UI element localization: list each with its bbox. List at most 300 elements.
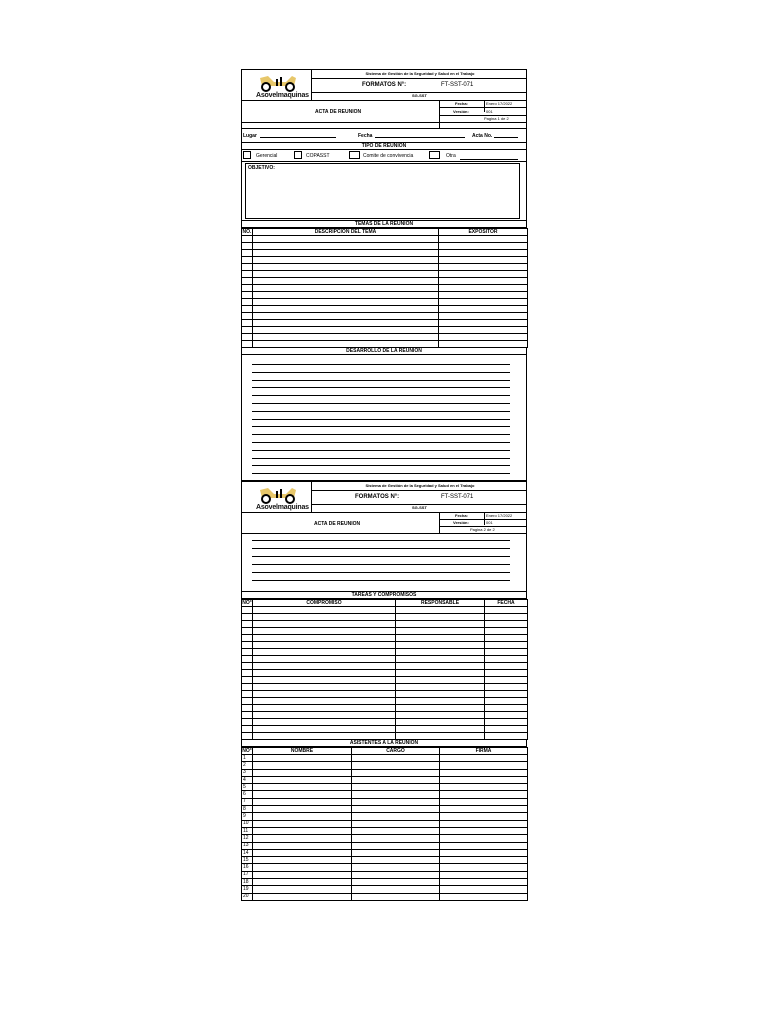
- table-cell: [242, 621, 253, 628]
- table-cell[interactable]: [253, 776, 352, 783]
- table-row: [242, 769, 528, 776]
- table-row: [242, 879, 528, 886]
- table-cell[interactable]: [485, 670, 528, 677]
- page-number: Pagina 2 de 2: [470, 527, 495, 532]
- table-cell[interactable]: [253, 755, 352, 762]
- table-cell[interactable]: [253, 827, 352, 834]
- table-header-row: [242, 748, 528, 755]
- table-cell[interactable]: [253, 886, 352, 893]
- table-cell[interactable]: [253, 670, 396, 677]
- table-cell: [242, 712, 253, 719]
- copasst-checkbox[interactable]: [294, 151, 302, 159]
- table-row: [242, 642, 528, 649]
- table-row: [242, 327, 528, 334]
- table-cell[interactable]: [253, 820, 352, 827]
- table-cell[interactable]: [253, 285, 439, 292]
- table-cell[interactable]: [396, 670, 485, 677]
- table-cell[interactable]: [253, 299, 439, 306]
- table-cell[interactable]: [352, 886, 440, 893]
- table-cell[interactable]: [352, 893, 440, 900]
- table-cell[interactable]: [485, 712, 528, 719]
- table-cell[interactable]: [253, 813, 352, 820]
- table-cell[interactable]: [439, 278, 528, 285]
- system-title: Sistema de Gestión de la Seguridad y Salud en el Trabajo: [365, 71, 475, 76]
- fecha-label: Fecha:: [455, 513, 468, 518]
- writing-line: [252, 387, 510, 388]
- table-cell: [242, 698, 253, 705]
- table-cell[interactable]: [253, 334, 439, 341]
- desarrollo-area[interactable]: [241, 355, 527, 481]
- table-cell[interactable]: [253, 835, 352, 842]
- table-cell[interactable]: [485, 621, 528, 628]
- table-cell[interactable]: [396, 705, 485, 712]
- col-responsable: RESPONSABLE: [396, 600, 485, 607]
- copasst-label: COPASST: [306, 153, 330, 159]
- table-row: [242, 649, 528, 656]
- table-cell[interactable]: [253, 864, 352, 871]
- table-cell[interactable]: [440, 776, 528, 783]
- table-cell[interactable]: [439, 334, 528, 341]
- tareas-table: [241, 599, 528, 740]
- table-cell[interactable]: [439, 313, 528, 320]
- table-cell[interactable]: [253, 698, 396, 705]
- table-cell[interactable]: [440, 849, 528, 856]
- col-no: NO°: [242, 747, 252, 754]
- table-cell: [242, 705, 253, 712]
- table-cell[interactable]: [253, 292, 439, 299]
- table-cell: [242, 313, 253, 320]
- table-cell[interactable]: [439, 320, 528, 327]
- table-row: [242, 236, 528, 243]
- col-descripcion: DESCRIPCION DEL TEMA: [253, 229, 439, 236]
- table-cell[interactable]: [485, 684, 528, 691]
- table-row: [242, 762, 528, 769]
- asistentes-table: [241, 747, 528, 901]
- writing-line: [252, 395, 510, 396]
- col-cargo: CARGO: [352, 748, 440, 755]
- table-cell[interactable]: [253, 628, 396, 635]
- version-label: Versión:: [453, 109, 469, 114]
- table-cell[interactable]: [253, 684, 396, 691]
- table-cell[interactable]: [439, 250, 528, 257]
- document-title: ACTA DE REUNION: [314, 521, 361, 527]
- row-number: 18: [242, 879, 253, 886]
- gerencial-checkbox[interactable]: [243, 151, 251, 159]
- format-code: FT-SST-071: [441, 494, 474, 500]
- table-cell[interactable]: [253, 879, 352, 886]
- table-cell[interactable]: [253, 635, 396, 642]
- table-cell[interactable]: [485, 691, 528, 698]
- table-cell[interactable]: [396, 621, 485, 628]
- comite-checkbox[interactable]: [349, 151, 360, 159]
- table-cell[interactable]: [439, 271, 528, 278]
- writing-line: [252, 548, 510, 549]
- version-value: 001: [486, 520, 493, 525]
- table-row: [242, 755, 528, 762]
- table-cell[interactable]: [253, 769, 352, 776]
- table-cell[interactable]: [352, 813, 440, 820]
- table-cell: [242, 334, 253, 341]
- table-row: [242, 621, 528, 628]
- row-number: 14: [242, 849, 253, 856]
- tipo-reunion-title: TIPO DE REUNION: [241, 143, 527, 150]
- table-cell[interactable]: [440, 769, 528, 776]
- table-cell[interactable]: [352, 776, 440, 783]
- table-cell[interactable]: [440, 784, 528, 791]
- table-cell[interactable]: [253, 327, 439, 334]
- table-cell: [242, 341, 253, 348]
- table-row: [242, 341, 528, 348]
- table-cell[interactable]: [396, 607, 485, 614]
- table-cell[interactable]: [485, 705, 528, 712]
- table-cell[interactable]: [439, 243, 528, 250]
- table-cell[interactable]: [352, 871, 440, 878]
- table-cell[interactable]: [253, 607, 396, 614]
- table-cell[interactable]: [440, 798, 528, 805]
- table-cell[interactable]: [396, 691, 485, 698]
- table-cell[interactable]: [485, 726, 528, 733]
- table-row: [242, 299, 528, 306]
- table-cell[interactable]: [396, 698, 485, 705]
- writing-line: [252, 540, 510, 541]
- writing-line: [252, 564, 510, 565]
- table-row: [242, 250, 528, 257]
- table-cell[interactable]: [439, 285, 528, 292]
- fecha-field-label: Fecha: [358, 133, 373, 139]
- table-cell[interactable]: [352, 849, 440, 856]
- table-cell[interactable]: [253, 257, 439, 264]
- lugar-label: Lugar: [243, 133, 257, 139]
- table-cell[interactable]: [253, 649, 396, 656]
- writing-line: [252, 450, 510, 451]
- table-row: [242, 670, 528, 677]
- table-cell[interactable]: [440, 842, 528, 849]
- fecha-label: Fecha:: [455, 101, 468, 106]
- table-cell[interactable]: [253, 243, 439, 250]
- table-cell: [242, 320, 253, 327]
- table-cell[interactable]: [396, 719, 485, 726]
- table-cell[interactable]: [440, 813, 528, 820]
- table-cell[interactable]: [253, 264, 439, 271]
- table-row: [242, 712, 528, 719]
- table-cell[interactable]: [352, 827, 440, 834]
- table-cell[interactable]: [253, 663, 396, 670]
- table-cell[interactable]: [396, 628, 485, 635]
- table-row: [242, 813, 528, 820]
- table-cell[interactable]: [253, 271, 439, 278]
- table-row: [242, 663, 528, 670]
- row-number: 10: [242, 820, 253, 827]
- table-cell[interactable]: [253, 893, 352, 900]
- subsystem: SG-SST: [412, 505, 427, 510]
- table-cell[interactable]: [439, 306, 528, 313]
- lugar-field[interactable]: [260, 137, 336, 138]
- table-row: [242, 278, 528, 285]
- table-row: [242, 784, 528, 791]
- table-cell[interactable]: [253, 719, 396, 726]
- table-cell: [242, 250, 253, 257]
- table-cell[interactable]: [253, 842, 352, 849]
- table-cell[interactable]: [396, 733, 485, 740]
- table-cell[interactable]: [253, 726, 396, 733]
- table-cell[interactable]: [485, 698, 528, 705]
- col-no: NO°: [242, 599, 252, 606]
- fecha-value: Enero 17/2022: [486, 513, 513, 518]
- table-cell: [242, 264, 253, 271]
- table-cell[interactable]: [253, 733, 396, 740]
- table-cell[interactable]: [440, 886, 528, 893]
- table-row: [242, 292, 528, 299]
- table-cell: [242, 278, 253, 285]
- table-cell[interactable]: [253, 871, 352, 878]
- table-cell: [242, 285, 253, 292]
- table-cell[interactable]: [485, 656, 528, 663]
- table-row: [242, 719, 528, 726]
- writing-line: [252, 556, 510, 557]
- table-cell[interactable]: [253, 784, 352, 791]
- table-cell[interactable]: [439, 236, 528, 243]
- otra-checkbox[interactable]: [429, 151, 440, 159]
- table-cell[interactable]: [440, 857, 528, 864]
- table-cell[interactable]: [352, 820, 440, 827]
- table-cell: [242, 628, 253, 635]
- meeting-info-row: [241, 129, 527, 143]
- table-row: [242, 893, 528, 900]
- logo-text: Asovelmaquinas: [256, 92, 309, 99]
- objetivo-section: [241, 162, 527, 221]
- table-cell[interactable]: [440, 827, 528, 834]
- table-cell[interactable]: [253, 762, 352, 769]
- table-cell[interactable]: [440, 835, 528, 842]
- table-cell[interactable]: [439, 327, 528, 334]
- col-nombre: NOMBRE: [253, 748, 352, 755]
- table-cell[interactable]: [396, 677, 485, 684]
- table-cell: [242, 327, 253, 334]
- row-number: 1: [242, 755, 253, 762]
- table-cell[interactable]: [396, 726, 485, 733]
- table-row: [242, 820, 528, 827]
- table-cell: [242, 306, 253, 313]
- row-number: 11: [242, 827, 253, 834]
- otra-field[interactable]: [460, 159, 518, 160]
- table-cell[interactable]: [440, 871, 528, 878]
- acta-label: Acta No.: [472, 133, 493, 139]
- table-row: [242, 243, 528, 250]
- table-cell[interactable]: [253, 712, 396, 719]
- table-cell[interactable]: [440, 755, 528, 762]
- table-cell[interactable]: [396, 712, 485, 719]
- table-row: [242, 871, 528, 878]
- table-row: [242, 726, 528, 733]
- desarrollo-continued-area[interactable]: [241, 534, 527, 592]
- table-cell[interactable]: [253, 691, 396, 698]
- table-cell[interactable]: [352, 784, 440, 791]
- row-number: 8: [242, 806, 253, 813]
- table-row: [242, 334, 528, 341]
- table-row: [242, 864, 528, 871]
- table-cell: [242, 257, 253, 264]
- table-cell[interactable]: [253, 306, 439, 313]
- table-header-row: [242, 229, 528, 236]
- table-row: [242, 677, 528, 684]
- table-row: [242, 684, 528, 691]
- table-cell[interactable]: [352, 762, 440, 769]
- row-number: 20: [242, 893, 253, 900]
- table-cell[interactable]: [485, 649, 528, 656]
- table-cell[interactable]: [485, 677, 528, 684]
- row-number: 3: [242, 769, 253, 776]
- writing-line: [252, 434, 510, 435]
- table-cell: [242, 663, 253, 670]
- table-cell[interactable]: [396, 684, 485, 691]
- table-cell[interactable]: [253, 642, 396, 649]
- table-cell[interactable]: [253, 236, 439, 243]
- tipo-reunion-options: [241, 150, 527, 162]
- table-row: [242, 635, 528, 642]
- table-cell: [242, 726, 253, 733]
- table-cell[interactable]: [396, 635, 485, 642]
- table-cell[interactable]: [253, 806, 352, 813]
- asistentes-title: ASISTENTES A LA REUNION: [241, 740, 527, 747]
- table-cell[interactable]: [396, 656, 485, 663]
- table-row: [242, 264, 528, 271]
- document-title: ACTA DE REUNION: [315, 109, 362, 115]
- table-cell[interactable]: [352, 791, 440, 798]
- table-cell[interactable]: [485, 642, 528, 649]
- table-cell: [242, 299, 253, 306]
- table-row: [242, 705, 528, 712]
- table-cell: [242, 271, 253, 278]
- table-cell[interactable]: [440, 893, 528, 900]
- row-number: 2: [242, 762, 253, 769]
- table-cell[interactable]: [253, 677, 396, 684]
- table-cell[interactable]: [439, 264, 528, 271]
- table-cell[interactable]: [485, 628, 528, 635]
- table-cell[interactable]: [253, 705, 396, 712]
- writing-line: [252, 380, 510, 381]
- table-cell: [242, 607, 253, 614]
- writing-line: [252, 465, 510, 466]
- table-cell: [242, 733, 253, 740]
- table-cell[interactable]: [253, 278, 439, 285]
- table-cell[interactable]: [253, 250, 439, 257]
- table-row: [242, 886, 528, 893]
- format-code: FT-SST-071: [441, 82, 474, 88]
- table-cell[interactable]: [396, 663, 485, 670]
- table-cell[interactable]: [352, 806, 440, 813]
- form-header-page2: [241, 481, 527, 534]
- table-cell[interactable]: [352, 879, 440, 886]
- table-cell[interactable]: [485, 607, 528, 614]
- table-cell: [242, 719, 253, 726]
- col-firma: FIRMA: [440, 748, 528, 755]
- table-cell[interactable]: [485, 635, 528, 642]
- table-cell[interactable]: [253, 798, 352, 805]
- table-cell[interactable]: [440, 864, 528, 871]
- table-row: [242, 614, 528, 621]
- table-cell[interactable]: [253, 320, 439, 327]
- table-cell[interactable]: [396, 614, 485, 621]
- table-cell[interactable]: [439, 292, 528, 299]
- table-cell[interactable]: [253, 313, 439, 320]
- table-cell[interactable]: [352, 769, 440, 776]
- table-cell: [242, 684, 253, 691]
- writing-line: [252, 372, 510, 373]
- col-fecha: FECHA: [485, 600, 528, 607]
- company-logo: [248, 72, 308, 98]
- table-cell: [242, 292, 253, 299]
- row-number: 5: [242, 784, 253, 791]
- table-cell[interactable]: [440, 762, 528, 769]
- row-number: 6: [242, 791, 253, 798]
- table-row: [242, 698, 528, 705]
- writing-line: [252, 458, 510, 459]
- table-row: [242, 842, 528, 849]
- table-cell[interactable]: [439, 299, 528, 306]
- row-number: 7: [242, 798, 253, 805]
- table-cell[interactable]: [439, 341, 528, 348]
- table-cell[interactable]: [253, 621, 396, 628]
- objetivo-box[interactable]: [245, 163, 520, 219]
- table-cell[interactable]: [352, 835, 440, 842]
- table-cell[interactable]: [485, 719, 528, 726]
- table-cell[interactable]: [396, 649, 485, 656]
- acta-field[interactable]: [494, 137, 518, 138]
- table-cell[interactable]: [352, 842, 440, 849]
- col-compromiso: COMPROMISO: [253, 600, 396, 607]
- row-number: 16: [242, 864, 253, 871]
- table-row: [242, 806, 528, 813]
- table-cell[interactable]: [253, 656, 396, 663]
- table-cell: [242, 677, 253, 684]
- row-number: 15: [242, 857, 253, 864]
- table-cell: [242, 236, 253, 243]
- system-title: Sistema de Gestión de la Seguridad y Salud en el Trabajo: [365, 483, 475, 488]
- formats-label: FORMATOS N°:: [355, 494, 400, 500]
- table-cell[interactable]: [485, 614, 528, 621]
- writing-line: [252, 580, 510, 581]
- table-cell: [242, 635, 253, 642]
- writing-line: [252, 411, 510, 412]
- table-row: [242, 607, 528, 614]
- table-cell[interactable]: [440, 879, 528, 886]
- table-cell[interactable]: [439, 257, 528, 264]
- table-cell[interactable]: [352, 864, 440, 871]
- table-cell[interactable]: [352, 798, 440, 805]
- table-cell[interactable]: [485, 733, 528, 740]
- table-cell: [242, 691, 253, 698]
- table-cell[interactable]: [253, 791, 352, 798]
- table-row: [242, 849, 528, 856]
- table-cell[interactable]: [440, 791, 528, 798]
- table-cell[interactable]: [396, 642, 485, 649]
- fecha-field[interactable]: [375, 137, 465, 138]
- table-cell[interactable]: [352, 755, 440, 762]
- table-cell[interactable]: [440, 806, 528, 813]
- table-cell: [242, 670, 253, 677]
- col-no: NO.: [242, 228, 252, 235]
- table-cell[interactable]: [253, 849, 352, 856]
- table-row: [242, 313, 528, 320]
- table-cell[interactable]: [440, 820, 528, 827]
- table-cell: [242, 642, 253, 649]
- table-cell[interactable]: [485, 663, 528, 670]
- table-cell[interactable]: [253, 341, 439, 348]
- table-cell[interactable]: [253, 614, 396, 621]
- table-cell[interactable]: [253, 857, 352, 864]
- table-cell[interactable]: [352, 857, 440, 864]
- desarrollo-title: DESARROLLO DE LA REUNION: [241, 348, 527, 355]
